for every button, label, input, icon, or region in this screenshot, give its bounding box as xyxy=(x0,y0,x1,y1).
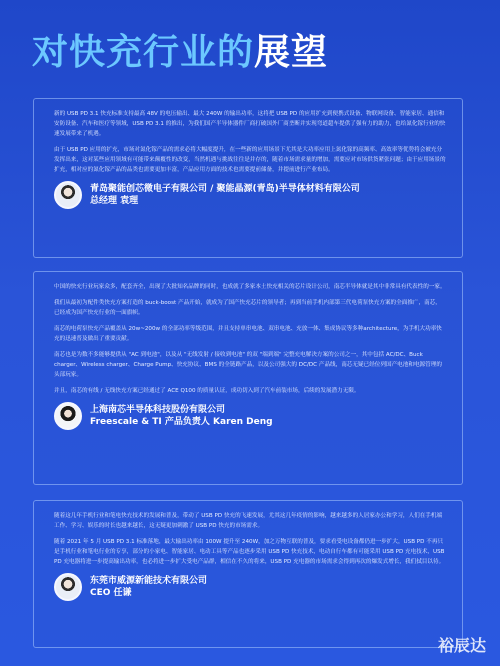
page-title-part1: 对快充行业的 xyxy=(32,32,255,73)
card-3-role: CEO 任谦 xyxy=(90,588,132,598)
card-1-role: 总经理 袁理 xyxy=(90,196,139,206)
card-2-paragraph-1: 中国的快充行业玩家众多，配套齐全，出现了大批知名品牌的同时，也成就了多家本土快充相关的芯片设计公司，南芯半导体就是其中非常具有代表性的一家。 xyxy=(54,284,446,290)
avatar xyxy=(54,573,82,601)
card-2-paragraph-2: 我们从最初为配件类快充方案打造的 buck-boost 产品开始，就成为了国产快充芯片的领导者；再到当前手机内部第三代电荷泵快充方案的全面推广，南芯，已经成为国产快充行业的一面旗帜。 xyxy=(54,300,441,316)
card-3-paragraph-2: 随着 2021 年 5 月 USB PD 3.1 标准落地，最大输出功率由 100W 提升至 240W，加之万物互联的普及，要求看受电设备都仍进一步扩大，USB PD 不再只是手机行业和笔电行业的专享，部分的小家电、智能家居、电动工具等产品也逐步采用 USB PD 快充技术，电动自行车都有可能采用 USB PD 充电技术，USB PD 充电器将进一步提高输出功率，也必将进一步扩大受电产品群，相信在不久的将来，USB PD 充电器的市场需求会得到再次的爆发式增长，我们拭目以待。 xyxy=(54,539,445,565)
card-2-author xyxy=(54,402,446,430)
card-3-paragraph-1: 随着这几年手机行业和笔电快充技术的发展和普及，带动了 USB PD 快充的飞速发展，尤其这几年疫情的影响，越来越多的人居家办公和学习，人们在手机端工作、学习、娱乐的时长也越来越长，这无疑更加刺激了 USB PD 快充的市场需求。 xyxy=(54,513,443,529)
card-2-role: Freescale & TI 产品负责人 Karen Deng xyxy=(90,417,273,427)
watermark-text: 裕辰达 xyxy=(437,636,486,655)
quote-card-1 xyxy=(33,98,463,258)
avatar xyxy=(54,181,82,209)
card-1-author xyxy=(54,181,446,209)
card-1-paragraph-2: 由于 USB PD 应用的扩充，市场对氮化镓产品的需求必将大幅度提升，在一些新的应用场景下尤其是大功率应用上氮化镓的高频率、高效率等优势将会被充分发挥出来，这对某些应用领域有可能带来颠覆性的改变，当然机遇与挑战往往是并存的，随着市场需求量的增加，需要应对市场供货紧张问题；由于应用场景的扩充，相对应的氮化镓产品的品类也需要更加丰富，产品应用方面的技术也需要提前储备，并提前进行产业布局。 xyxy=(54,147,446,173)
avatar xyxy=(54,402,82,430)
card-3-company: 东莞市威源新能技术有限公司 xyxy=(90,576,208,586)
card-2-paragraph-5: 并且，南芯的有线 / 无线快充方案已经通过了 ACE Q100 的质量认证，成功切入到了汽车前装市场，后续的发展潜力无限。 xyxy=(54,388,360,394)
quote-card-2 xyxy=(33,271,463,485)
card-2-company: 上海南芯半导体科技股份有限公司 xyxy=(90,405,226,415)
card-3-author xyxy=(54,573,446,601)
quote-card-3 xyxy=(33,500,463,648)
card-2-paragraph-4: 南芯也是为数不多能够提供从 "AC 到电池"，以及从 "无线发射 / 接收到电池" 的双 "端到端" 完整充电解决方案的公司之一，其中包括 AC/DC、Buck charger、Wireless charger、Charge Pump、快充协议、BMS 的全链路产品，以及公司强大的 DC/DC 产品线，南芯无疑已经位列国产电池和电源管理的头部玩家。 xyxy=(54,352,442,378)
page-title xyxy=(32,24,328,75)
card-1-paragraph-1: 新的 USB PD 3.1 快充标准支持最高 48V 的电压输出、最大 240W 的输出功率，这将把 USB PD 的应用扩充到便携式设备、物联网设备、智能家居、通信和安防设备、汽车和医疗等领域，USB PD 3.1 的推出，为我们国产半导体器件厂商打破国外厂商垄断并实现弯道超车提供了强有力的助力，也给氮化镓行业的快速发展带来了机遇。 xyxy=(54,111,446,137)
card-2-paragraph-3: 南芯的电荷泵快充产品覆盖从 20w~200w 的全部功率等级范围，并且支持单串电池、双串电池、充放一体、集成协议等多种architecture，为手机大功率快充的迅速普及做出了重要贡献。 xyxy=(54,326,442,342)
card-1-company: 青岛聚能创芯微电子有限公司 / 聚能晶源(青岛)半导体材料有限公司 xyxy=(90,184,360,194)
page-title-part2: 展望 xyxy=(254,32,329,73)
